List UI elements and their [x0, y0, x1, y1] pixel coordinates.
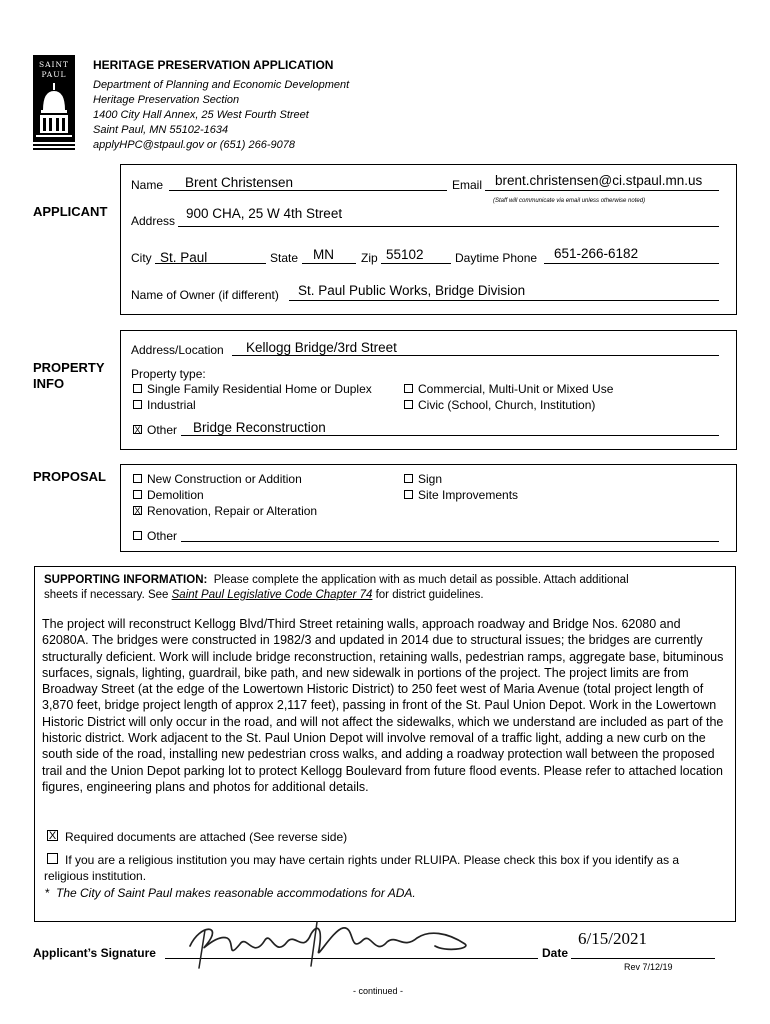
svg-text:SAINT: SAINT — [38, 60, 70, 69]
property-other-checkbox[interactable]: X — [134, 425, 141, 435]
form-title: HERITAGE PRESERVATION APPLICATION — [93, 58, 334, 72]
supporting-heading: SUPPORTING INFORMATION: — [44, 574, 208, 586]
civic-checkbox[interactable] — [404, 400, 413, 409]
saint-paul-logo — [33, 55, 75, 152]
instructions-line-2a: sheets if necessary. See — [44, 589, 169, 601]
state-label: State — [270, 251, 299, 265]
demolition-label: Demolition — [147, 488, 204, 502]
continued-footer: - continued - — [353, 986, 404, 996]
property-type-label: Property type: — [131, 367, 206, 381]
property-other-value: Bridge Reconstruction — [193, 420, 326, 435]
location-label: Address/Location — [131, 343, 224, 357]
renovation-checkbox[interactable]: X — [134, 506, 141, 516]
phone-label: Daytime Phone — [455, 251, 538, 265]
handwritten-signature — [185, 916, 485, 971]
rluipa-checkbox[interactable] — [47, 853, 58, 864]
sign-checkbox[interactable] — [404, 474, 413, 483]
proposal-other-label: Other — [147, 529, 178, 543]
section-line: Heritage Preservation Section — [93, 94, 240, 106]
email-label: Email — [452, 178, 483, 192]
owner-field[interactable] — [289, 300, 719, 301]
project-description[interactable]: The project will reconstruct Kellogg Blvd/Third Street retaining walls, approach roadway and Bridge Nos. 62080 and 62080A. The bridges were constructed in 1982/3 and updated in 2014 due to structural issues; the bridges are currently structurally deficient. Work will include bridge reconstruction, retaining walls, pedestrian ramps, aggregate base, bituminous surfaces, signals, lighting, guardrail, bike path, and new sidewalk in portions of the project. The project limits are from Broadway Street (at the edge of the Lowertown Historic District) to 250 feet west of Maria Avenue (total project length of 3,870 feet, bridge project length of approx 2,117 feet), passing in front of the St. Paul Union Depot. Work in the Lowertown Historic District will only occur in the road, and will not affect the sidewalks, which we understand are included as part of the historic district. Work adjacent to the St. Paul Union Depot will involve removal of a traffic light, adding a new curb on the south side of the road, installing new pedestrian cross walks, and adding a roadway protection wall between the proposed trail and the Union Depot parking lot to protect Kellogg Boulevard from future flood events. Please refer to attached location figures, engineering plans and photos for additional details. — [42, 617, 724, 794]
email-value: brent.christensen@ci.stpaul.mn.us — [495, 173, 703, 188]
address-label: Address — [131, 214, 176, 228]
new-construction-checkbox[interactable] — [133, 474, 142, 483]
property-other-field[interactable] — [181, 435, 719, 436]
signature-label: Applicant’s Signature — [33, 946, 156, 960]
property-section-label-1: PROPERTY — [33, 360, 105, 375]
required-docs-label: Required documents are attached (See reverse side) — [65, 830, 348, 844]
zip-value: 55102 — [386, 247, 424, 262]
state-value: MN — [313, 247, 334, 262]
date-value: 6/15/2021 — [578, 929, 647, 948]
property-other-label: Other — [147, 423, 178, 437]
required-docs-checkbox[interactable]: X — [48, 830, 57, 842]
instructions-line-2b: for district guidelines. — [375, 589, 484, 601]
applicant-section-label: APPLICANT — [33, 204, 108, 219]
single-family-checkbox[interactable] — [133, 384, 142, 393]
rluipa-label-2: religious institution. — [44, 869, 147, 883]
date-label: Date — [542, 946, 569, 960]
phone-value: 651-266-6182 — [554, 246, 639, 261]
supporting-instructions — [44, 573, 724, 603]
proposal-other-field[interactable] — [181, 541, 719, 542]
street-address-line: 1400 City Hall Annex, 25 West Fourth Street — [93, 109, 309, 121]
instructions-line-1: Please complete the application with as much detail as possible. Attach additional — [213, 574, 629, 586]
name-label: Name — [131, 178, 164, 192]
owner-label: Name of Owner (if different) — [131, 288, 279, 302]
ada-asterisk: * — [45, 886, 50, 900]
date-field[interactable] — [571, 958, 715, 959]
location-field[interactable] — [232, 355, 719, 356]
location-value: Kellogg Bridge/3rd Street — [246, 340, 397, 355]
contact-line: applyHPC@stpaul.gov or (651) 266-9078 — [93, 139, 295, 151]
sign-label: Sign — [418, 472, 443, 486]
civic-label: Civic (School, Church, Institution) — [418, 398, 596, 412]
email-field[interactable] — [485, 190, 719, 191]
single-family-label: Single Family Residential Home or Duplex — [147, 382, 372, 396]
email-note: (Staff will communicate via email unless otherwise noted) — [493, 198, 646, 204]
city-value: St. Paul — [160, 250, 208, 265]
site-improvements-checkbox[interactable] — [404, 490, 413, 499]
name-field[interactable] — [169, 190, 447, 191]
industrial-label: Industrial — [147, 398, 196, 412]
rluipa-label-1: If you are a religious institution you may have certain rights under RLUIPA. Please check this box if you identify as a — [65, 853, 680, 867]
address-field[interactable] — [178, 226, 719, 227]
city-state-line: Saint Paul, MN 55102-1634 — [93, 124, 229, 136]
proposal-other-checkbox[interactable] — [133, 531, 142, 540]
phone-field[interactable] — [544, 263, 719, 264]
owner-value: St. Paul Public Works, Bridge Division — [298, 283, 526, 298]
code-chapter-link[interactable]: Saint Paul Legislative Code Chapter 74 — [171, 589, 373, 601]
city-label: City — [131, 251, 152, 265]
property-section-label-2: INFO — [33, 376, 65, 391]
zip-label: Zip — [361, 251, 378, 265]
name-value: Brent Christensen — [185, 175, 294, 190]
commercial-label: Commercial, Multi-Unit or Mixed Use — [418, 382, 614, 396]
svg-text:PAUL: PAUL — [41, 70, 67, 79]
industrial-checkbox[interactable] — [133, 400, 142, 409]
state-field[interactable] — [302, 263, 356, 264]
zip-field[interactable] — [381, 263, 451, 264]
demolition-checkbox[interactable] — [133, 490, 142, 499]
department-line: Department of Planning and Economic Development — [93, 79, 350, 91]
proposal-section-label: PROPOSAL — [33, 469, 106, 484]
renovation-label: Renovation, Repair or Alteration — [147, 504, 318, 518]
site-improvements-label: Site Improvements — [418, 488, 519, 502]
new-construction-label: New Construction or Addition — [147, 472, 302, 486]
address-value: 900 CHA, 25 W 4th Street — [186, 206, 343, 221]
ada-note: The City of Saint Paul makes reasonable accommodations for ADA. — [56, 886, 416, 900]
revision-label: Rev 7/12/19 — [624, 962, 673, 972]
commercial-checkbox[interactable] — [404, 384, 413, 393]
